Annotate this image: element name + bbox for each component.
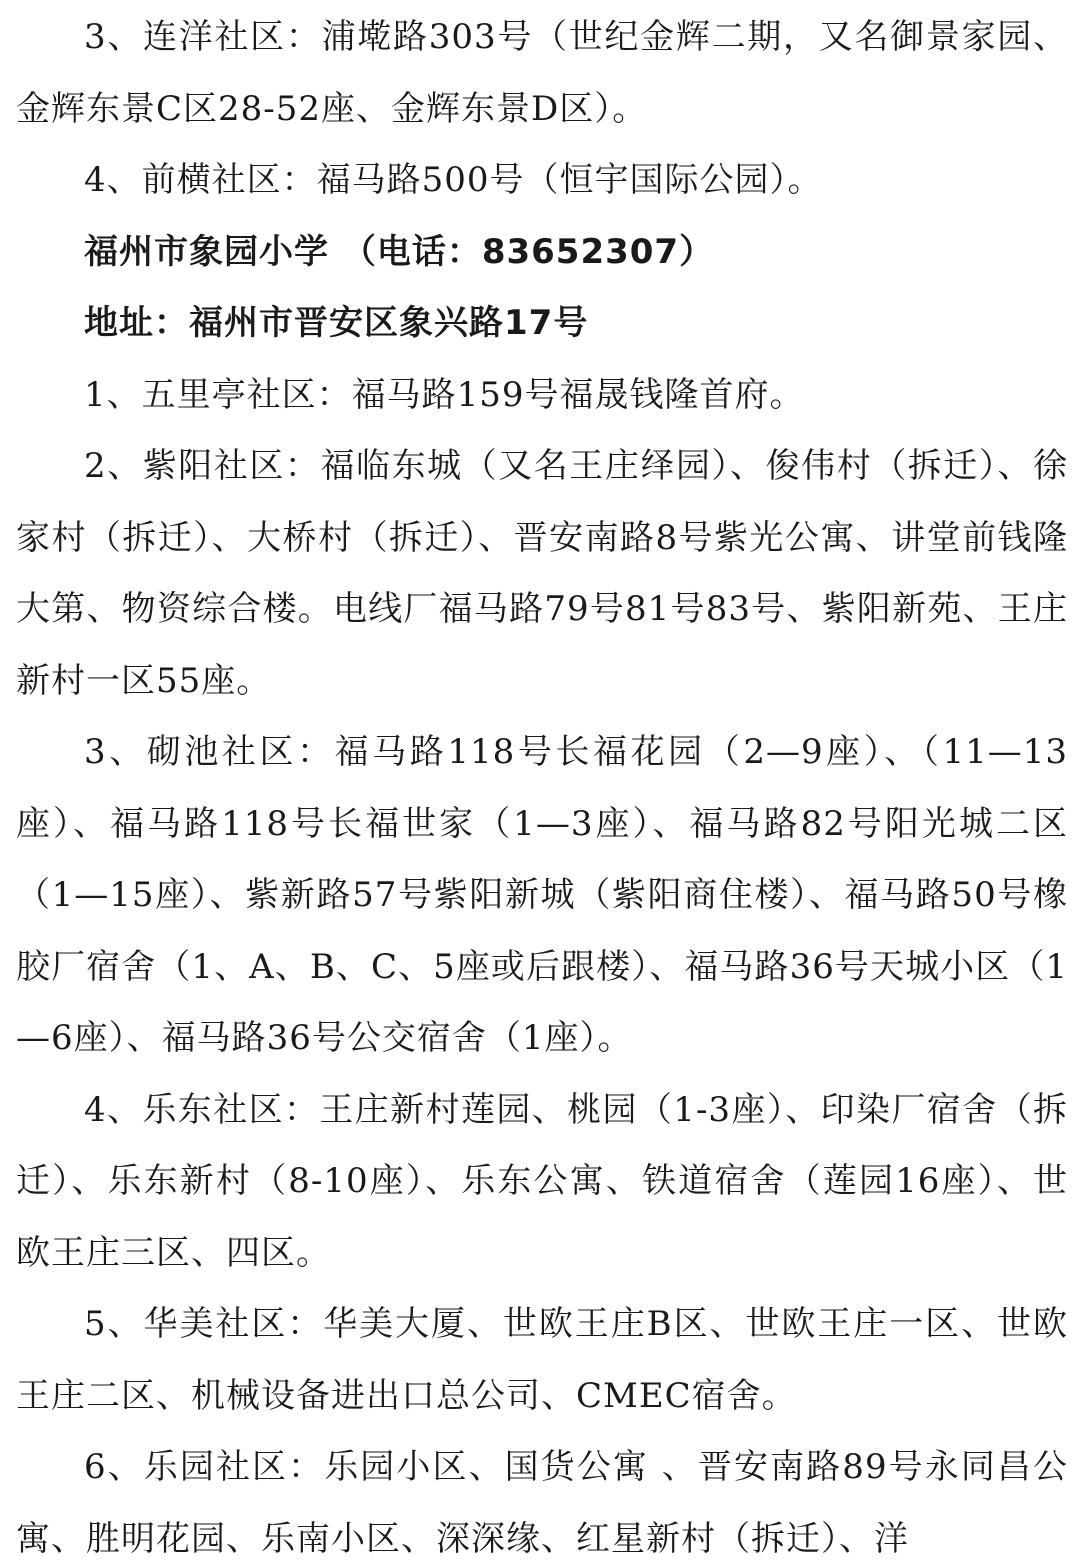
school-address: 地址：福州市晋安区象兴路17号 <box>84 303 589 343</box>
paragraph-qianheng-community: 4、前横社区：福马路500号（恒宇国际公园）。 <box>84 160 823 200</box>
paragraph-qichi-community: 3、砌池社区：福马路118号长福花园（2—9座）、（11—13座）、福马路118号长福世家（1—3座）、福马路82号阳光城二区（1—15座）、紫新路57号紫阳新城（紫阳商住楼）、福马路50号橡胶厂宿舍（1、A、B、C、5座或后跟楼）、福马路36号天城小区（1—6座）、福马路36号公交宿舍（1座）。 <box>16 732 1068 1058</box>
document-body <box>16 2 1068 1560</box>
school-heading: 福州市象园小学 （电话：83652307） <box>84 231 715 272</box>
paragraph-lianyang-community: 3、连洋社区：浦墘路303号（世纪金辉二期，又名御景家园、金辉东景C区28-52座、金辉东景D区）。 <box>16 17 1068 129</box>
paragraph-huamei-community: 5、华美社区：华美大厦、世欧王庄B区、世欧王庄一区、世欧王庄二区、机械设备进出口总公司、CMEC宿舍。 <box>16 1304 1068 1416</box>
paragraph-leyuan-community: 6、乐园社区：乐园小区、国货公寓 、晋安南路89号永同昌公寓、胜明花园、乐南小区、深深缘、红星新村（拆迁）、洋 <box>16 1447 1068 1559</box>
paragraph-ledong-community: 4、乐东社区：王庄新村莲园、桃园（1-3座）、印染厂宿舍（拆迁）、乐东新村（8-10座）、乐东公寓、铁道宿舍（莲园16座）、世欧王庄三区、四区。 <box>16 1089 1068 1273</box>
paragraph-ziyang-community: 2、紫阳社区：福临东城（又名王庄绎园）、俊伟村（拆迁）、徐家村（拆迁）、大桥村（拆迁）、晋安南路8号紫光公寓、讲堂前钱隆大第、物资综合楼。电线厂福马路79号81号83号、紫阳新苑、王庄新村一区55座。 <box>16 446 1068 701</box>
paragraph-wuliting-community: 1、五里亭社区：福马路159号福晟钱隆首府。 <box>84 374 805 415</box>
